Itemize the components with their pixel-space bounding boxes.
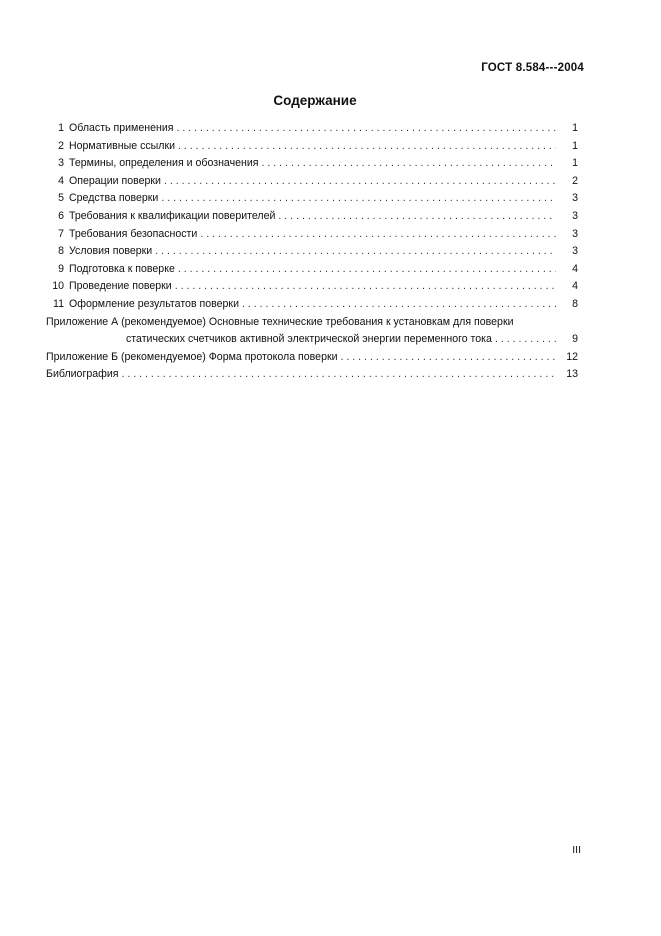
dot-leader <box>495 331 556 349</box>
toc-entry-number: 4 <box>58 174 64 187</box>
dot-leader <box>200 226 556 244</box>
toc-entry-number: 7 <box>58 227 64 240</box>
toc-entry[interactable] <box>46 120 578 138</box>
toc-entry-page: 1 <box>572 139 578 152</box>
toc-entry[interactable] <box>46 261 578 279</box>
toc-entry[interactable] <box>46 138 578 156</box>
toc-entry-page: 1 <box>572 122 578 134</box>
toc-entry[interactable] <box>46 278 578 296</box>
toc-bibliography-title: Библиография <box>46 368 119 381</box>
document-code: ГОСТ 8.584---2004 <box>481 62 584 74</box>
toc-entry-page: 8 <box>572 297 578 310</box>
toc-entry-number: 1 <box>58 122 64 134</box>
toc-appendix-b[interactable] <box>46 349 578 367</box>
toc-entry[interactable] <box>46 296 578 314</box>
toc-entry[interactable] <box>46 155 578 173</box>
toc-entry-label: Область применения <box>69 122 174 134</box>
toc-entry-label: Требования безопасности <box>69 227 198 240</box>
toc-entry[interactable] <box>46 243 578 261</box>
toc-entry-page: 3 <box>572 245 578 258</box>
toc-entry-label: Требования к квалификации поверителей <box>69 209 276 222</box>
toc-entry-page: 9 <box>572 333 578 346</box>
toc-entry-label: Операции поверки <box>69 174 161 187</box>
toc-entry[interactable] <box>46 208 578 226</box>
toc-appendix-a-title-continued: статических счетчиков активной электрической энергии переменного тока <box>126 333 492 346</box>
toc-entry-page: 4 <box>572 280 578 293</box>
toc-appendix-a[interactable] <box>46 314 578 332</box>
toc-entry-label: Оформление результатов поверки <box>69 297 239 310</box>
toc-appendix-a-continuation[interactable] <box>46 331 578 349</box>
dot-leader <box>278 208 556 226</box>
toc-bibliography[interactable] <box>46 366 578 384</box>
page-number: III <box>572 844 581 856</box>
dot-leader <box>121 366 556 384</box>
toc-entry[interactable] <box>46 226 578 244</box>
toc-entry-label: Нормативные ссылки <box>69 139 176 152</box>
toc-entry-number: 11 <box>53 297 64 310</box>
dot-leader <box>175 278 556 296</box>
toc-entry-page: 3 <box>572 209 578 222</box>
toc-entry-label: Проведение поверки <box>69 280 172 293</box>
table-of-contents <box>46 120 578 384</box>
toc-entry-page: 3 <box>572 192 578 205</box>
toc-entry-page: 1 <box>572 157 578 170</box>
toc-entry-page: 12 <box>566 350 578 363</box>
toc-entry-number: 10 <box>52 280 64 293</box>
toc-entry-number: 5 <box>58 192 64 205</box>
dot-leader <box>155 243 556 261</box>
dot-leader <box>242 296 556 314</box>
toc-entry-number: 9 <box>58 262 64 275</box>
toc-entry-page: 2 <box>572 174 578 187</box>
toc-entry-page: 3 <box>572 227 578 240</box>
toc-entry-number: 3 <box>58 157 64 170</box>
toc-appendix-b-title: Приложение Б (рекомендуемое) Форма протокола поверки <box>46 350 338 363</box>
dot-leader <box>176 120 556 138</box>
toc-entry-number: 8 <box>58 245 64 258</box>
dot-leader <box>178 261 556 279</box>
toc-entry[interactable] <box>46 190 578 208</box>
toc-entry-label: Средства поверки <box>69 192 159 205</box>
toc-title: Содержание <box>273 93 357 108</box>
toc-entry-page: 4 <box>572 262 578 275</box>
toc-entry[interactable] <box>46 173 578 191</box>
dot-leader <box>262 155 556 173</box>
toc-entry-page: 13 <box>566 368 578 381</box>
toc-entry-label: Термины, определения и обозначения <box>69 157 259 170</box>
toc-entry-number: 6 <box>58 209 64 222</box>
toc-entry-number: 2 <box>58 139 64 152</box>
toc-appendix-a-title: Приложение А (рекомендуемое) Основные технические требования к установкам для поверки <box>46 315 514 328</box>
dot-leader <box>161 190 556 208</box>
dot-leader <box>178 138 556 156</box>
dot-leader <box>341 349 556 367</box>
toc-entry-label: Условия поверки <box>69 245 153 258</box>
dot-leader <box>164 173 556 191</box>
toc-entry-label: Подготовка к поверке <box>69 262 175 275</box>
